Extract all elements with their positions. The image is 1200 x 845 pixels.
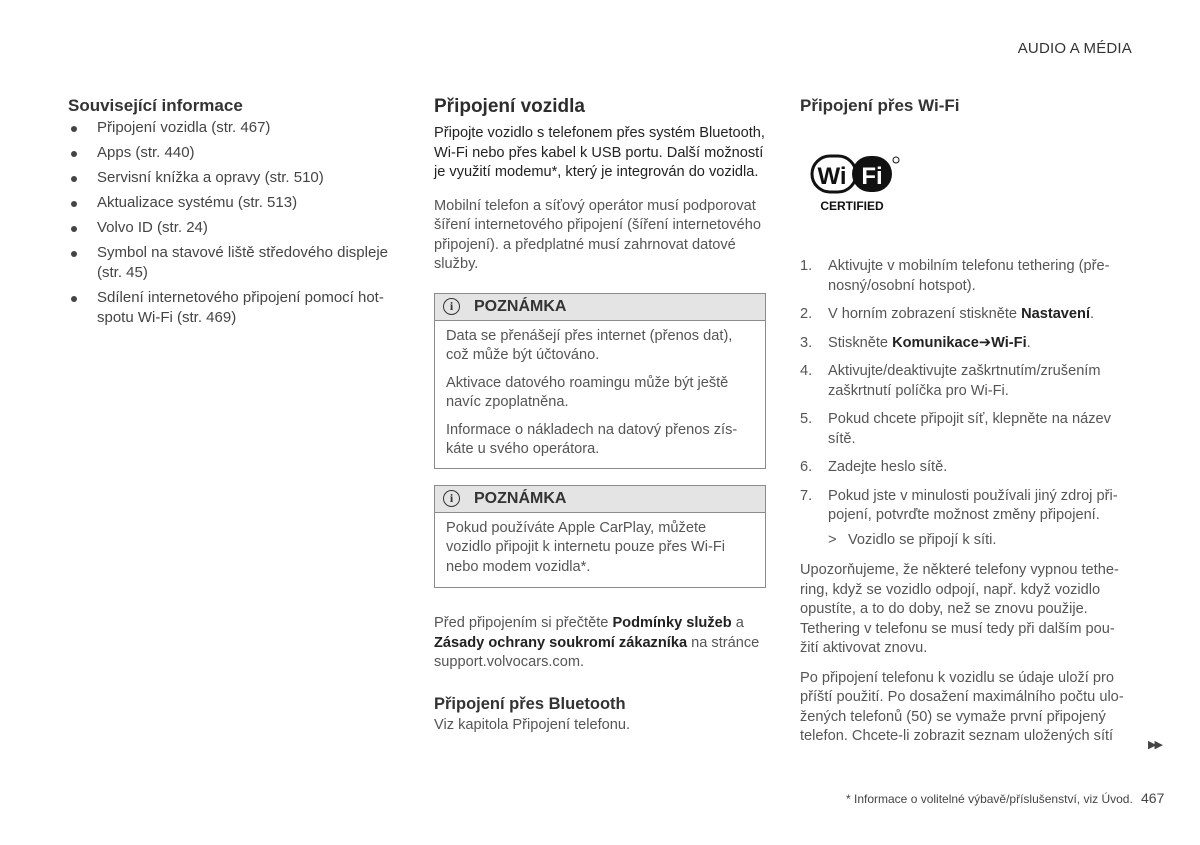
intro-paragraph: Připojte vozidlo s telefonem přes systém Bluetooth, Wi-Fi nebo přes kabel k USB portu. Další možností je využití modemu*, který je integrován do vozidla. [434,125,765,180]
svg-text:Fi: Fi [861,163,883,190]
svg-text:Wi: Wi [817,163,847,190]
footnote: * Informace o volitelné výbavě/příslušenství, viz Úvod. [846,792,1133,806]
bullet-icon [71,201,77,207]
note-label: POZNÁMKA [474,489,567,507]
wifi-title: Připojení přes Wi-Fi [800,96,960,115]
continue-next-page-icon: ▶▶ [1148,739,1161,751]
vehicle-connection-column [434,96,766,735]
list-item[interactable]: Připojení vozidla (str. 467) [68,118,398,138]
list-item[interactable]: Aktualizace systému (str. 513) [68,193,398,213]
bullet-icon [71,226,77,232]
section-header: AUDIO A MÉDIA [1017,40,1132,57]
list-item[interactable]: Volvo ID (str. 24) [68,218,398,238]
svg-text:CERTIFIED: CERTIFIED [820,199,884,213]
privacy-policy-link: Zásady ochrany soukromí zákazníka [434,634,688,651]
arrow-right-icon: ➔ [978,334,992,351]
list-item[interactable]: Sdílení internetového připojení pomocí hotspotu Wi-Fi (str. 469) [68,288,398,328]
bluetooth-title: Připojení přes Bluetooth [434,694,626,713]
info-icon: i [443,298,460,315]
note-body [435,513,765,588]
note-paragraph: Data se přenášejí přes internet (přenos dat), což může být účtováno. [446,327,733,363]
bullet-icon [71,176,77,182]
wifi-ui-label: Wi-Fi [991,334,1027,351]
step-item: 4. Aktivujte/deaktivujte zaškrtnutím/zrušením zaškrtnutí políčka pro Wi-Fi. [800,363,1101,399]
note-box-carplay [434,485,766,589]
step-item: 2. V horním zobrazení stiskněte Nastavení. [800,306,1095,322]
step-item: 3. Stiskněte Komunikace➔Wi-Fi. [800,334,1031,351]
saved-phones-paragraph: Po připojení telefonu k vozidlu se údaje uloží pro příští použití. Po dosažení maximálního počtu uložených telefonů (50) se vymaže první připojený telefon. Chcete-li zobrazit seznam uložených sítí [800,669,1124,744]
wifi-connection-column [800,96,1128,757]
terms-of-service-link: Podmínky služeb [612,615,732,631]
wifi-certified-logo-icon [810,154,900,214]
info-icon: i [443,490,460,507]
tethering-paragraph: Upozorňujeme, že některé telefony vypnou tethering, když se vozidlo odpojí, např. když vozidlo opustíte, a to do doby, než se znovu použije. Tethering v telefonu se musí tedy při dalším použití aktivovat znovu. [800,562,1119,656]
terms-paragraph: Před připojením si přečtěte Podmínky služeb a Zásady ochrany soukromí zákazníka na stránce support.volvocars.com. [434,615,760,670]
bullet-icon [71,126,77,132]
step-result: > Vozidlo se připojí k síti. [800,531,1128,551]
page-title: Připojení vozidla [434,96,585,117]
step-item: 1. Aktivujte v mobilním telefonu tethering (přenosný/osobní hotspot). [800,258,1110,294]
bullet-icon [71,151,77,157]
note-header [435,294,765,321]
note-header [435,486,765,513]
note-box [434,293,766,469]
list-item[interactable]: Apps (str. 440) [68,143,398,163]
bluetooth-paragraph: Viz kapitola Připojení telefonu. [434,716,631,733]
settings-ui-label: Nastavení [1021,306,1091,322]
note-paragraph: Aktivace datového roamingu může být ještě navíc zpoplatněna. [446,374,729,410]
step-item: 5. Pokud chcete připojit síť, klepněte na název sítě. [800,411,1111,447]
bullet-icon [71,296,77,302]
related-info-title: Související informace [68,96,243,115]
list-item[interactable]: Servisní knížka a opravy (str. 510) [68,168,398,188]
related-info-list [68,118,398,328]
communication-ui-label: Komunikace [892,334,979,351]
page-number: 467 [1141,790,1165,806]
list-item[interactable]: Symbol na stavové liště středového displeje (str. 45) [68,243,398,283]
step-item: 7. Pokud jste v minulosti používali jiný zdroj připojení, potvrďte možnost změny připojení. [800,487,1118,523]
bullet-icon [71,251,77,257]
step-item: 6. Zadejte heslo sítě. [800,459,948,475]
result-marker: > [828,531,837,548]
note-paragraph: Pokud používáte Apple CarPlay, můžete vozidlo připojit k internetu pouze přes Wi-Fi nebo modem vozidla*. [446,519,726,575]
note-label: POZNÁMKA [474,297,567,315]
wifi-steps-list [800,257,1128,526]
related-info-column [68,96,398,333]
note-body [435,321,765,468]
note-paragraph: Informace o nákladech na datový přenos získáte u svého operátora. [446,421,738,457]
requirements-paragraph: Mobilní telefon a síťový operátor musí podporovat šíření internetového připojení (šíření internetového připojení). a předplatné musí zahrnovat datové služby. [434,197,761,272]
